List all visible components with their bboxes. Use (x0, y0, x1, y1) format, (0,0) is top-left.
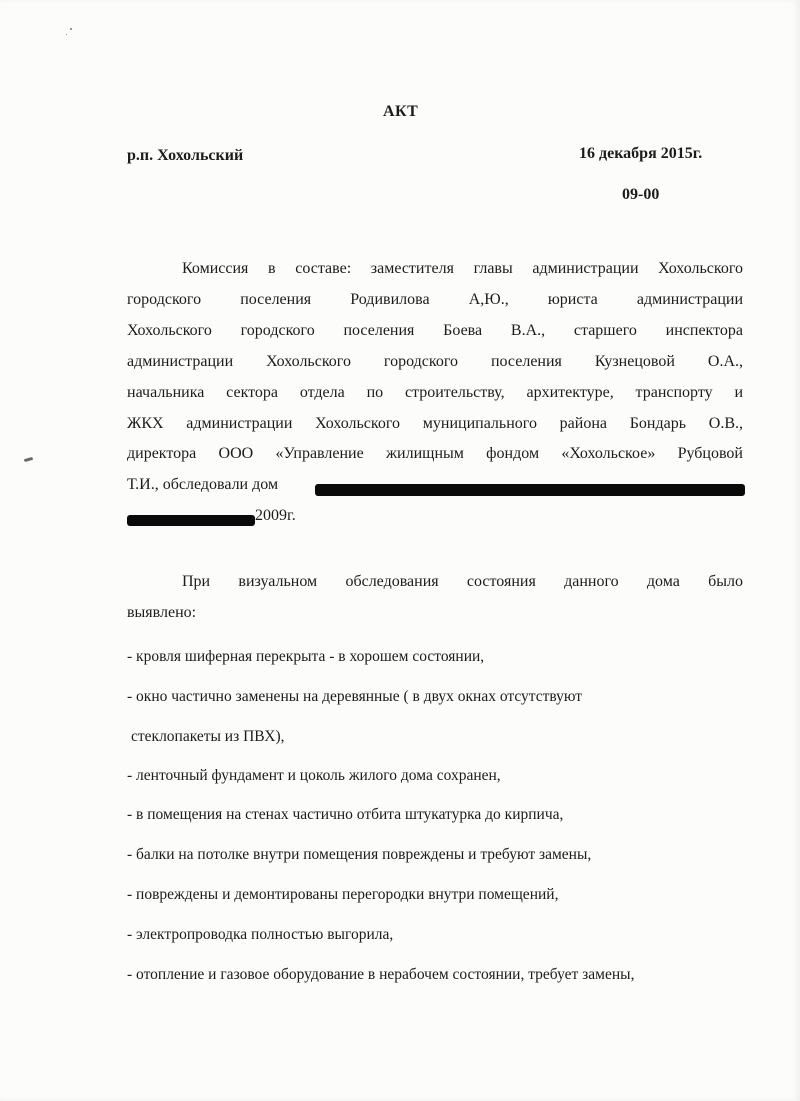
paragraph-line: 2009г. (255, 507, 296, 525)
paragraph-line: Комиссия в составе: заместителя главы администрации Хохольского (182, 260, 743, 277)
paragraph-line: Хохольского городского поселения Боева В.А., старшего инспектора (127, 321, 743, 339)
paragraph-line: При визуальном обследования состояния данного дома было (182, 573, 743, 590)
finding-item: - окно частично заменены на деревянные ( в двух окнах отсутствуют (127, 688, 583, 705)
document-title: АКТ (383, 103, 419, 120)
paragraph-line: ЖКХ администрации Хохольского муниципального района Бондарь О.В., (127, 414, 743, 432)
document-date: 16 декабря 2015г. (579, 145, 703, 162)
scan-speck (70, 28, 72, 30)
finding-item: - отопление и газовое оборудование в нерабочем состоянии, требует замены, (127, 966, 635, 983)
redaction-bar (127, 515, 255, 526)
scan-margin-mark (24, 457, 33, 462)
finding-item: - кровля шиферная перекрыта - в хорошем состоянии, (127, 648, 485, 665)
paragraph-line: выявлено: (127, 603, 197, 621)
document-time: 09-00 (622, 186, 660, 203)
paragraph-line: директора ООО «Управление жилищным фондом «Хохольское» Рубцовой (127, 445, 743, 463)
paragraph-line: городского поселения Родивилова А,Ю., юриста администрации (127, 290, 743, 308)
paragraph-line: начальника сектора отдела по строительству, архитектуре, транспорту и (127, 383, 743, 401)
inspection-intro (127, 567, 743, 629)
document-place: р.п. Хохольский (127, 147, 244, 164)
paragraph-line: Т.И., обследовали дом (127, 476, 279, 494)
finding-item: - в помещения на стенах частично отбита штукатурка до кирпича, (127, 806, 564, 823)
paragraph-line: администрации Хохольского городского поселения Кузнецовой О.А., (127, 352, 743, 370)
finding-item: - балки на потолке внутри помещения повреждены и требуют замены, (127, 846, 592, 863)
scan-speck (66, 34, 67, 35)
finding-item: стеклопакеты из ПВХ), (131, 728, 285, 745)
finding-item: - повреждены и демонтированы перегородки внутри помещений, (127, 886, 559, 903)
finding-item: - ленточный фундамент и цоколь жилого дома сохранен, (127, 767, 501, 784)
redaction-bar (315, 484, 745, 496)
finding-item: - электропроводка полностью выгорила, (127, 926, 394, 943)
